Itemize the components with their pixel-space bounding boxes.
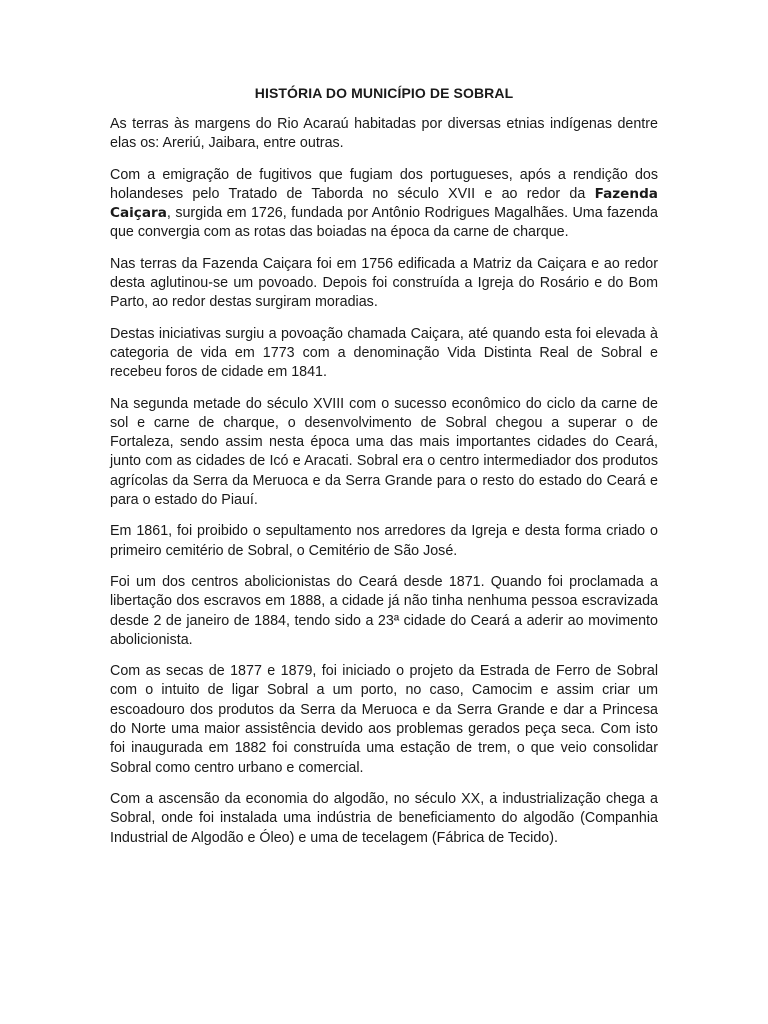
paragraph-9: Com a ascensão da economia do algodão, no século XX, a industrialização chega a Sobral, onde foi instalada uma indústria de beneficiamento do algodão (Companhia Industrial de Algodão e Óleo) e uma de tecelagem (Fábrica de Tecido). <box>110 790 658 846</box>
paragraph-3: Nas terras da Fazenda Caiçara foi em 1756 edificada a Matriz da Caiçara e ao redor desta aglutinou-se um povoado. Depois foi construída a Igreja do Rosário e do Bom Parto, ao redor destas surgiram moradias. <box>110 255 658 311</box>
paragraph-4: Destas iniciativas surgiu a povoação chamada Caiçara, até quando esta foi elevada à categoria de vida em 1773 com a denominação Vida Distinta Real de Sobral e recebeu foros de cidade em 1841. <box>110 325 658 381</box>
document-title: HISTÓRIA DO MUNICÍPIO DE SOBRAL <box>254 85 514 101</box>
paragraph-5: Na segunda metade do século XVIII com o sucesso econômico do ciclo da carne de sol e carne de charque, o desenvolvimento de Sobral chegou a superar o de Fortaleza, sendo assim nesta época uma das mais importantes cidades do Ceará, junto com as cidades de Icó e Aracati. Sobral era o centro intermediador dos produtos agrícolas da Serra da Meruoca e da Serra Grande para o resto do estado do Ceará e para o estado do Piauí. <box>110 395 658 509</box>
paragraph-2-text-after: , surgida em 1726, fundada por Antônio Rodrigues Magalhães. Uma fazenda que convergia com as rotas das boiadas na época da carne de charque. <box>110 205 658 241</box>
paragraph-7: Foi um dos centros abolicionistas do Ceará desde 1871. Quando foi proclamada a libertação dos escravos em 1888, a cidade já não tinha nenhuma pessoa escravizada desde 2 de janeiro de 1884, tendo sido a 23ª cidade do Ceará a aderir ao movimento abolicionista. <box>110 573 658 648</box>
paragraph-1: As terras às margens do Rio Acaraú habitadas por diversas etnias indígenas dentre elas os: Areriú, Jaibara, entre outras. <box>110 116 658 152</box>
paragraph-2-text-before: Com a emigração de fugitivos que fugiam dos portugueses, após a rendição dos holandeses pelo Tratado de Taborda no século XVII e ao redor da <box>110 166 658 202</box>
paragraph-2 <box>110 166 658 243</box>
paragraph-6: Em 1861, foi proibido o sepultamento nos arredores da Igreja e desta forma criado o primeiro cemitério de Sobral, o Cemitério de São José. <box>110 523 658 559</box>
paragraph-8: Com as secas de 1877 e 1879, foi iniciado o projeto da Estrada de Ferro de Sobral com o intuito de ligar Sobral a um porto, no caso, Camocim e assim criar um escoadouro dos produtos da Serra da Meruoca e da Serra Grande e dar a Princesa do Norte uma maior assistência devido aos problemas gerados peça seca. Com isto foi inaugurada em 1882 foi construída uma estação de trem, o que veio consolidar Sobral como centro urbano e comercial. <box>110 663 658 776</box>
fazenda-caicara-bold: Fazenda Caiçara <box>110 185 658 222</box>
